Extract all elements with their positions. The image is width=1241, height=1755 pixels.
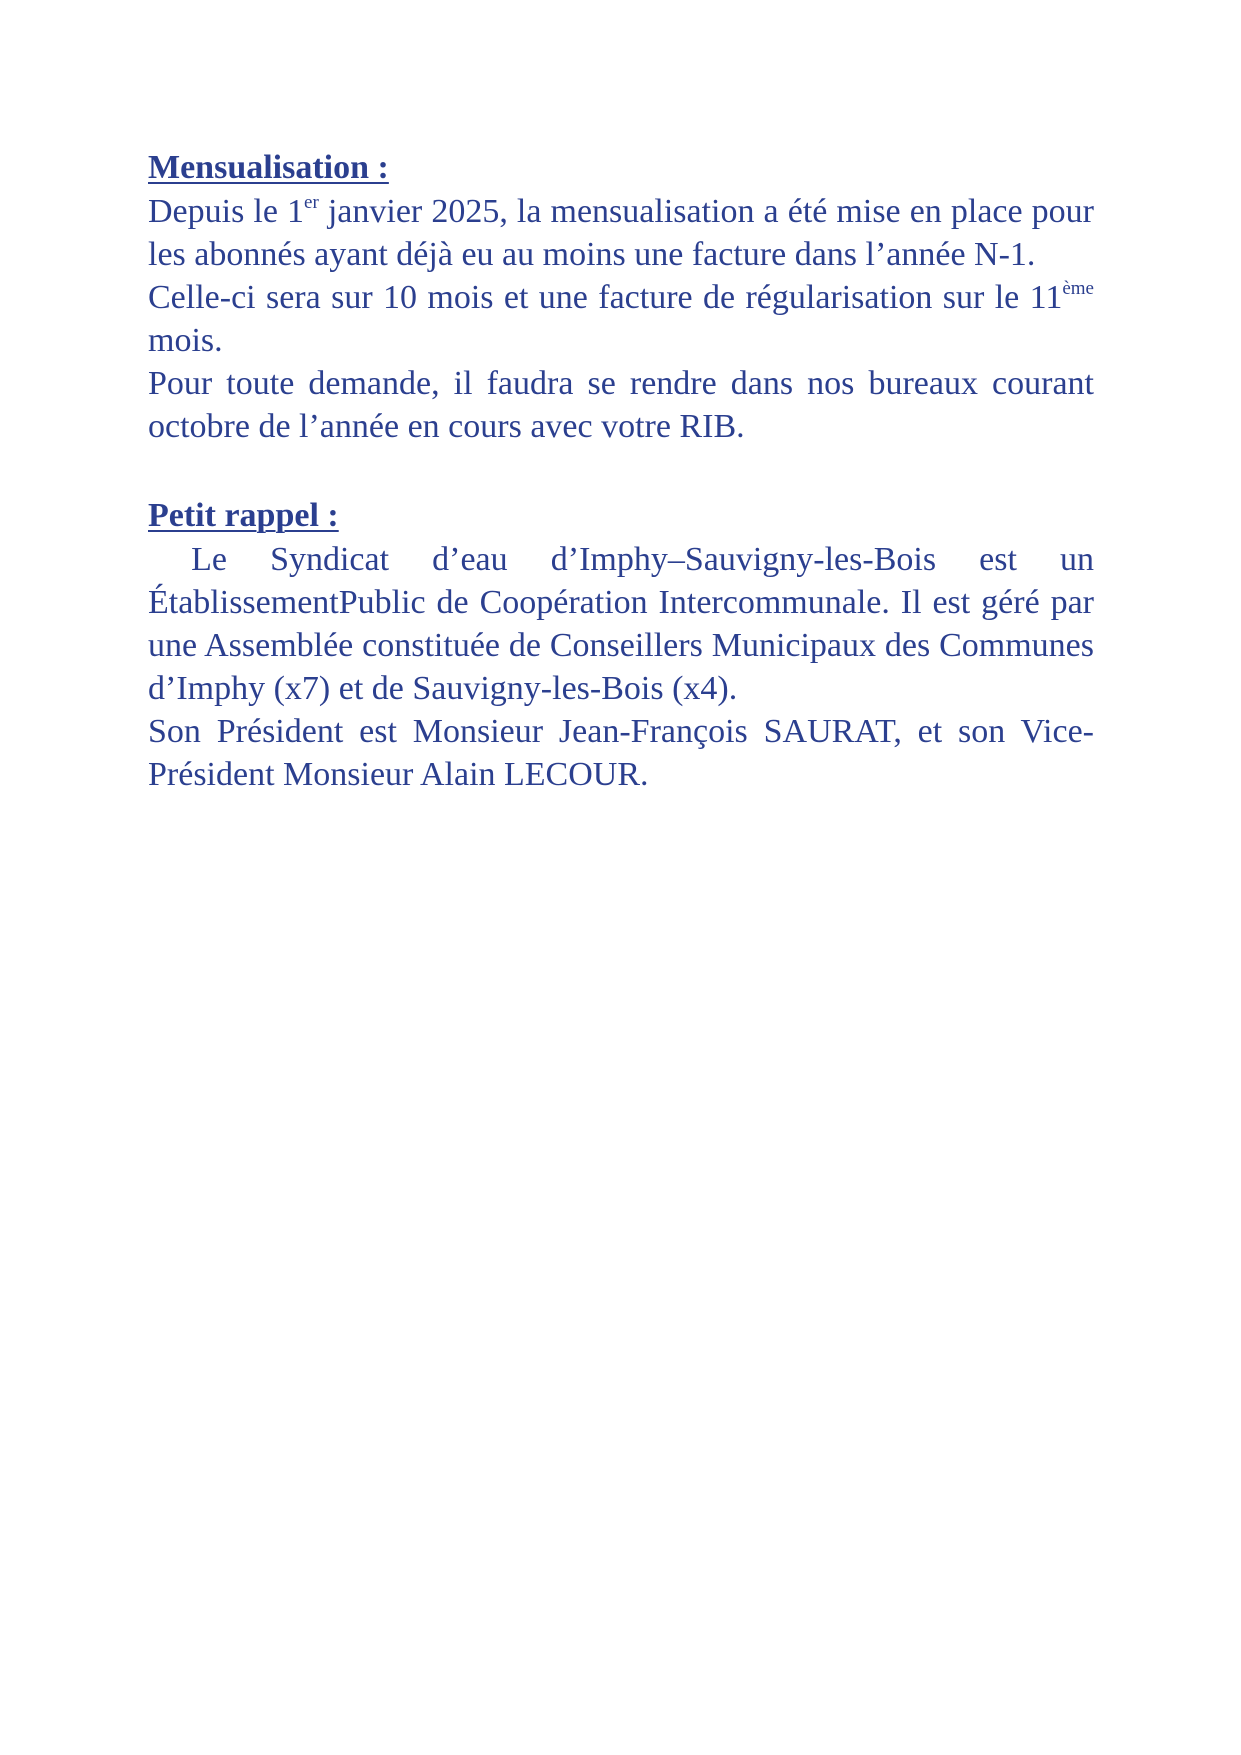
mensualisation-p1-start: Depuis le 1 <box>148 193 305 230</box>
section-title-petit-rappel: Petit rappel : <box>148 497 339 534</box>
mensualisation-paragraph-1 <box>148 190 1094 276</box>
section-title-mensualisation: Mensualisation : <box>148 149 389 186</box>
mensualisation-p2-start: Celle-ci sera sur 10 mois et une facture de régularisation sur le 11 <box>148 279 1063 316</box>
mensualisation-p1-end: janvier 2025, la mensualisation a été mise en place pour les abonnés ayant déjà eu au moins une facture dans l’année N-1. <box>148 193 1095 273</box>
superscript-eme: ème <box>1062 278 1094 299</box>
superscript-er: er <box>304 192 319 213</box>
mensualisation-paragraph-3: Pour toute demande, il faudra se rendre dans nos bureaux courant octobre de l’année en cours avec votre RIB. <box>148 365 1094 445</box>
document-body <box>148 146 1103 796</box>
section-spacer <box>148 448 1094 494</box>
mensualisation-paragraph-2 <box>148 276 1094 362</box>
mensualisation-p2-end: mois. <box>148 322 223 359</box>
rappel-paragraph-1: Le Syndicat d’eau d’Imphy–Sauvigny-les-Bois est un ÉtablissementPublic de Coopération Intercommunale. Il est géré par une Assemblée constituée de Conseillers Municipaux des Communes d’Imphy (x7) et de Sauvigny-les-Bois (x4). <box>148 541 1103 707</box>
rappel-paragraph-2: Son Président est Monsieur Jean-François SAURAT, et son Vice-Président Monsieur Alain LECOUR. <box>148 713 1094 793</box>
